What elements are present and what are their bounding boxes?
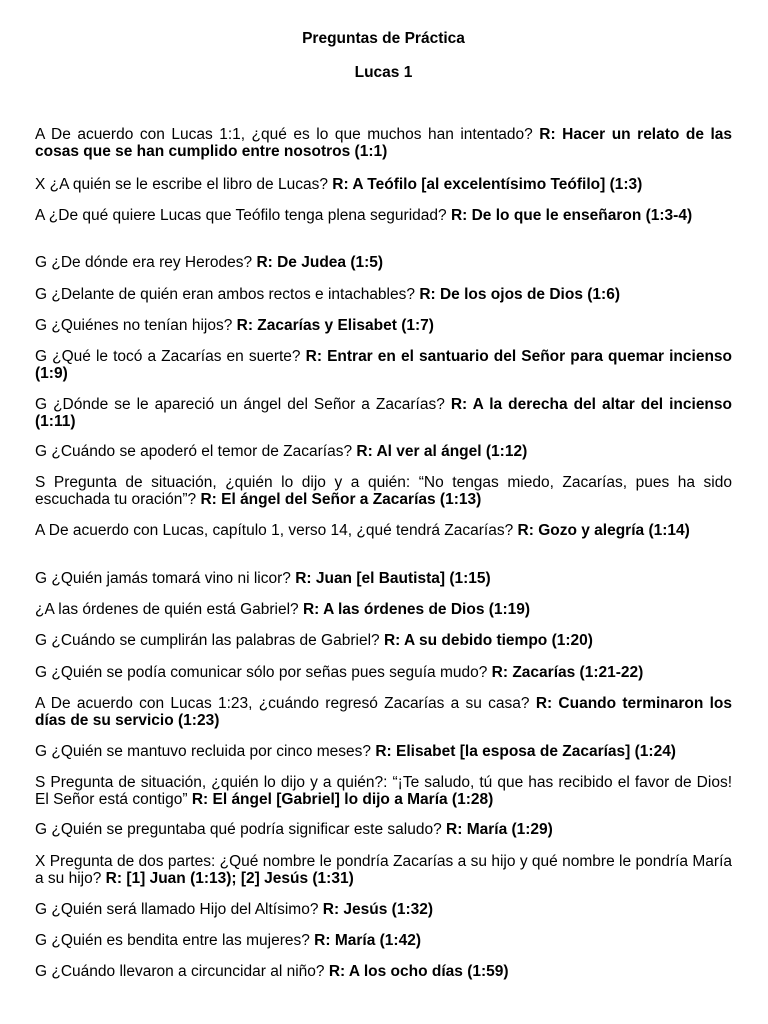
question-text: ¿De qué quiere Lucas que Teófilo tenga plena seguridad?: [48, 207, 447, 224]
question-text: ¿De dónde era rey Herodes?: [51, 254, 253, 271]
question-text: ¿Cuándo se cumplirán las palabras de Gabriel?: [51, 632, 380, 649]
page-title: Preguntas de Práctica: [302, 30, 465, 47]
answer-text: R: Gozo y alegría (1:14): [517, 522, 690, 539]
question-category: G: [35, 932, 48, 949]
question-item: [35, 743, 732, 760]
question-text: ¿Quién será llamado Hijo del Altísimo?: [51, 901, 319, 918]
answer-text: R: A la derecha del altar del incienso (1:11): [35, 396, 732, 430]
answer-text: R: Juan [el Bautista] (1:15): [295, 570, 491, 587]
question-category: G: [35, 901, 48, 918]
question-item: [35, 207, 732, 224]
answer-text: R: El ángel del Señor a Zacarías (1:13): [200, 491, 482, 508]
question-text: ¿Cuándo se apoderó el temor de Zacarías?: [51, 443, 353, 460]
question-item: [35, 901, 732, 918]
question-text: De acuerdo con Lucas 1:1, ¿qué es lo que muchos han intentado?: [51, 126, 533, 143]
question-item: [35, 286, 732, 303]
question-category: G: [35, 348, 48, 365]
question-item: [35, 774, 732, 808]
question-text: ¿Quiénes no tenían hijos?: [51, 317, 233, 334]
question-item: [35, 522, 732, 539]
question-category: G: [35, 443, 48, 460]
question-category: G: [35, 821, 48, 838]
answer-text: R: Al ver al ángel (1:12): [356, 443, 528, 460]
question-text: ¿Qué le tocó a Zacarías en suerte?: [52, 348, 301, 365]
question-text: ¿Quién se preguntaba qué podría significar este saludo?: [51, 821, 442, 838]
question-category: G: [35, 254, 48, 271]
answer-text: R: Zacarías (1:21-22): [491, 664, 644, 681]
question-category: G: [35, 743, 48, 760]
question-item: [35, 443, 732, 460]
question-item: [35, 474, 732, 508]
answer-text: R: De Judea (1:5): [256, 254, 384, 271]
page-subtitle: Lucas 1: [354, 64, 413, 81]
question-item: [35, 570, 732, 587]
question-category: G: [35, 317, 48, 334]
answer-text: R: El ángel [Gabriel] lo dijo a María (1:28): [191, 791, 494, 808]
question-category: G: [35, 963, 48, 980]
question-text: ¿Quién es bendita entre las mujeres?: [51, 932, 310, 949]
question-item: [35, 601, 732, 618]
question-item: [35, 821, 732, 838]
question-text: ¿Quién se podía comunicar sólo por señas pues seguía mudo?: [51, 664, 488, 681]
question-text: De acuerdo con Lucas, capítulo 1, verso 14, ¿qué tendrá Zacarías?: [48, 522, 514, 539]
question-item: [35, 664, 732, 681]
question-text: ¿A quién se le escribe el libro de Lucas?: [49, 176, 328, 193]
question-text: ¿Quién se mantuvo recluida por cinco meses?: [51, 743, 372, 760]
question-category: G: [35, 286, 48, 303]
question-category: S: [35, 774, 46, 791]
answer-text: R: María (1:29): [446, 821, 553, 838]
answer-text: R: [1] Juan (1:13); [2] Jesús (1:31): [105, 870, 354, 887]
question-category: A: [35, 522, 45, 539]
question-item: [35, 853, 732, 887]
question-category: X: [35, 176, 46, 193]
question-category: G: [35, 570, 48, 587]
answer-text: R: Zacarías y Elisabet (1:7): [236, 317, 434, 334]
question-item: [35, 317, 732, 334]
question-text: ¿A las órdenes de quién está Gabriel?: [35, 601, 299, 618]
answer-text: R: De lo que le enseñaron (1:3-4): [450, 207, 693, 224]
answer-text: R: A las órdenes de Dios (1:19): [302, 601, 531, 618]
answer-text: R: María (1:42): [314, 932, 421, 949]
question-item: [35, 396, 732, 430]
answer-text: R: Cuando terminaron los días de su servicio (1:23): [35, 695, 732, 729]
question-category: A: [35, 207, 45, 224]
answer-text: R: A su debido tiempo (1:20): [383, 632, 593, 649]
question-item: [35, 632, 732, 649]
question-category: G: [35, 664, 48, 681]
answer-text: R: Elisabet [la esposa de Zacarías] (1:24): [375, 743, 676, 760]
question-category: X: [35, 853, 46, 870]
answer-text: R: Jesús (1:32): [322, 901, 434, 918]
answer-text: R: A Teófilo [al excelentísimo Teófilo] (1:3): [332, 176, 643, 193]
question-category: S: [35, 474, 46, 491]
question-item: [35, 695, 732, 729]
question-category: A: [35, 695, 45, 712]
question-text: Pregunta de dos partes: ¿Qué nombre le pondría Zacarías a su hijo y qué nombre le pondría María a su hijo?: [35, 853, 732, 887]
question-item: [35, 932, 732, 949]
question-text: Pregunta de situación, ¿quién lo dijo y a quién: “No tengas miedo, Zacarías, pues ha sido escuchada tu oración”?: [35, 474, 732, 508]
answer-text: R: Hacer un relato de las cosas que se han cumplido entre nosotros (1:1): [35, 126, 733, 160]
question-item: [35, 126, 732, 160]
question-text: ¿Cuándo llevaron a circuncidar al niño?: [51, 963, 325, 980]
question-item: [35, 176, 732, 193]
question-item: [35, 348, 732, 382]
question-text: De acuerdo con Lucas 1:23, ¿cuándo regresó Zacarías a su casa?: [50, 695, 530, 712]
answer-text: R: A los ocho días (1:59): [328, 963, 509, 980]
answer-text: R: De los ojos de Dios (1:6): [419, 286, 620, 303]
question-text: ¿Delante de quién eran ambos rectos e intachables?: [51, 286, 415, 303]
question-item: [35, 963, 732, 980]
question-text: Pregunta de situación, ¿quién lo dijo y a quién?: “¡Te saludo, tú que has recibido el favor de Dios! El Señor está contigo”: [35, 774, 732, 808]
question-text: ¿Dónde se le apareció un ángel del Señor a Zacarías?: [53, 396, 445, 413]
question-category: A: [35, 126, 45, 143]
question-category: G: [35, 396, 48, 413]
question-text: ¿Quién jamás tomará vino ni licor?: [51, 570, 291, 587]
answer-text: R: Entrar en el santuario del Señor para quemar incienso (1:9): [35, 348, 732, 382]
question-item: [35, 254, 732, 271]
question-category: G: [35, 632, 48, 649]
